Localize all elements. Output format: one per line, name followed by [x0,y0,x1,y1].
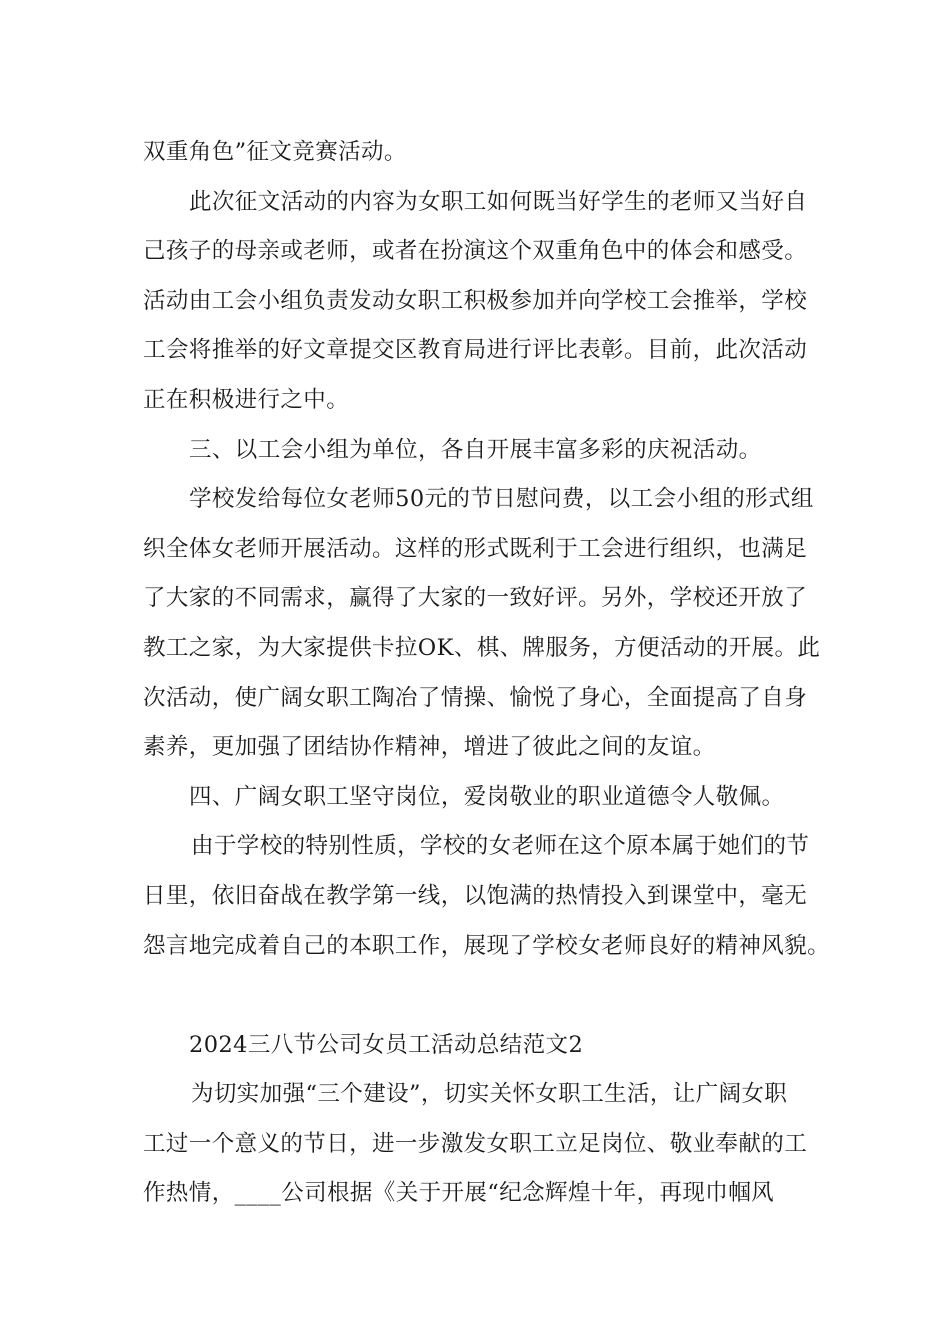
paragraph-line: 怨言地完成着自己的本职工作，展现了学校女老师良好的精神风貌。 [143,932,831,959]
paragraph-line: 了大家的不同需求，赢得了大家的一致好评。另外，学校还开放了 [143,585,808,612]
paragraph-line: 织全体女老师开展活动。这样的形式既利于工会进行组织，也满足 [143,535,808,562]
paragraph-line: 此次征文活动的内容为女职工如何既当好学生的老师又当好自 [189,188,808,215]
paragraph-line: 教工之家，为大家提供卡拉OK、棋、牌服务，方便活动的开展。此 [143,634,821,661]
paragraph-line: 次活动，使广阔女职工陶冶了情操、愉悦了身心，全面提高了自身 [143,684,808,711]
paragraph-line: 由于学校的特别性质，学校的女老师在这个原本属于她们的节 [191,833,810,860]
paragraph-line: 学校发给每位女老师50元的节日慰问费，以工会小组的形式组 [189,486,814,513]
paragraph-line: 为切实加强“三个建设”，切实关怀女职工生活，让广阔女职 [191,1081,788,1108]
paragraph-line: 作热情，____公司根据《关于开展“纪念辉煌十年，再现巾帼风 [143,1180,775,1207]
paragraph-line: 工会将推举的好文章提交区教育局进行评比表彰。目前，此次活动 [143,337,808,364]
paragraph-line: 工过一个意义的节日，进一步激发女职工立足岗位、敬业奉献的工 [143,1130,808,1157]
section-title: 2024三八节公司女员工活动总结范文2 [189,1031,584,1058]
paragraph-line: 双重角色”征文竞赛活动。 [143,139,407,165]
paragraph-line: 日里，依旧奋战在教学第一线，以饱满的热情投入到课堂中，毫无 [143,882,808,909]
paragraph-line: 正在积极进行之中。 [143,386,350,413]
section-heading-three: 三、以工会小组为单位，各自开展丰富多彩的庆祝活动。 [189,436,762,463]
document-page [143,128,831,1219]
paragraph-line: 素养，更加强了团结协作精神，增进了彼此之间的友谊。 [143,734,716,761]
section-heading-four: 四、广阔女职工坚守岗位，爱岗敬业的职业道德令人敬佩。 [189,783,785,810]
paragraph-line: 己孩子的母亲或老师，或者在扮演这个双重角色中的体会和感受。 [143,238,808,265]
blank-gap [143,971,819,1021]
paragraph-line: 活动由工会小组负责发动女职工积极参加并向学校工会推举，学校 [143,287,808,314]
